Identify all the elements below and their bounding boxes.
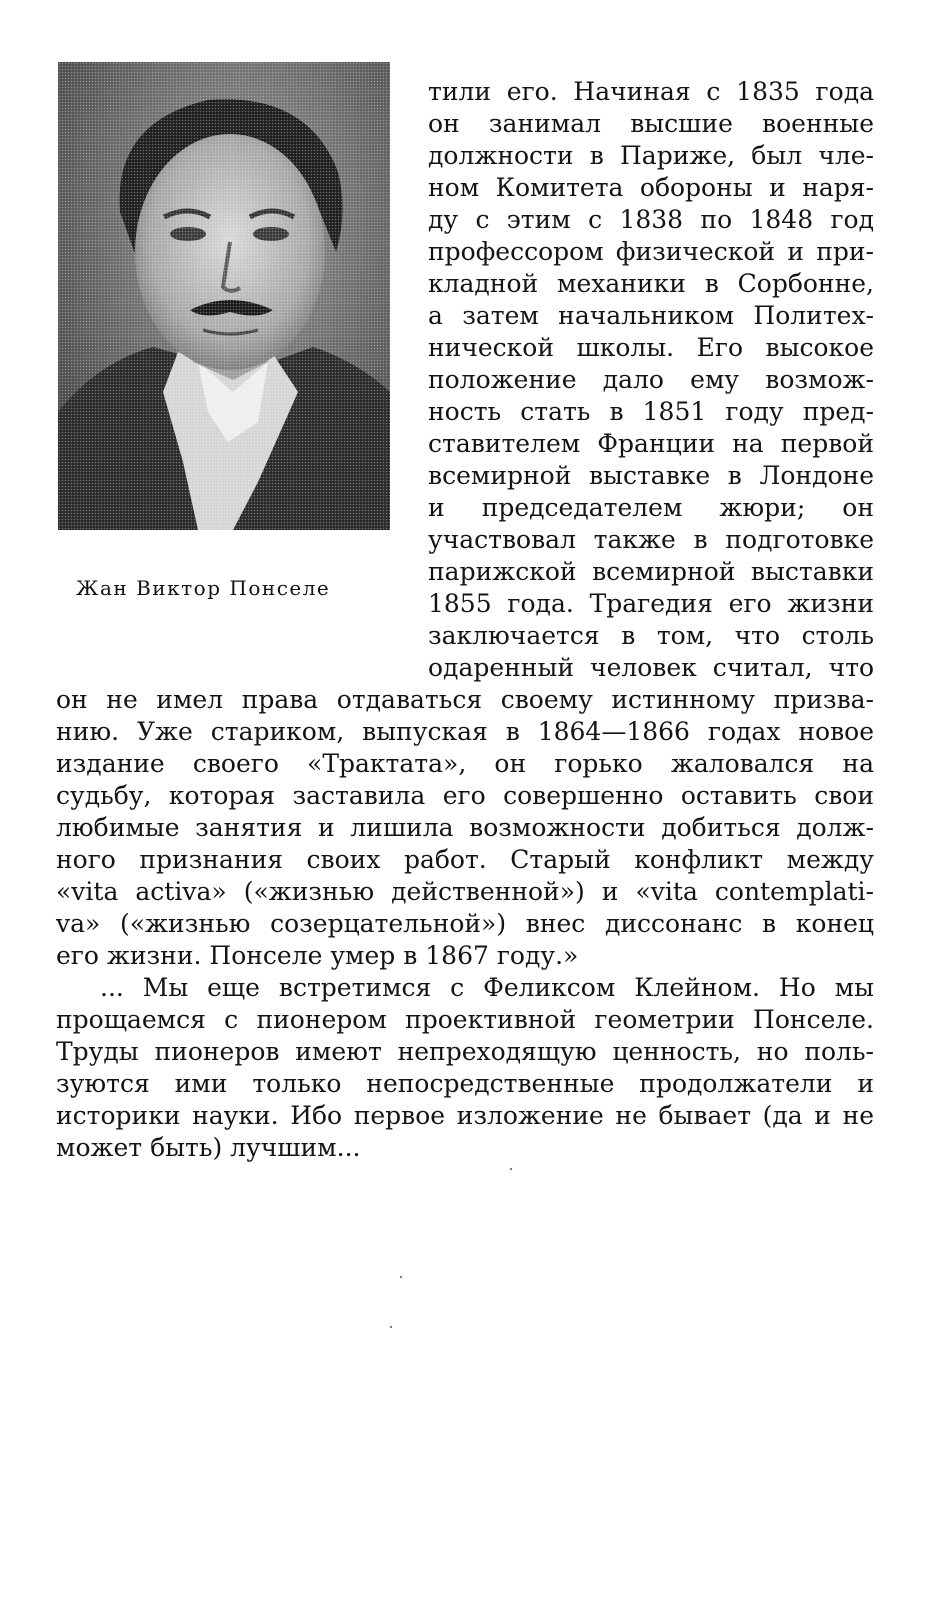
print-speck [510,1168,512,1170]
print-speck [400,1276,402,1278]
text-line: тили его. Начиная с 1835 года [428,77,874,106]
text-line: историки науки. Ибо первое изложение не бывает (да и не [56,1101,874,1130]
text-line: участвовал также в подготовке [428,525,874,554]
text-line: ду с этим с 1838 по 1848 год [428,205,874,234]
text-line: он занимал высшие военные [428,109,874,138]
text-line: может быть) лучшим... [56,1133,361,1162]
text-line: ного признания своих работ. Старый конфликт между [56,845,874,874]
text-line: прощаемся с пионером проективной геометрии Понселе. [56,1005,874,1034]
figure-caption: Жан Виктор Понселе [76,576,331,600]
text-line: профессором физической и при- [428,237,874,266]
text-line: нической школы. Его высокое [428,333,874,362]
text-line: парижской всемирной выставки [428,557,874,586]
text-line: судьбу, которая заставила его совершенно оставить свои [56,781,874,810]
text-line: его жизни. Понселе умер в 1867 году.» [56,941,579,970]
text-line: заключается в том, что столь [428,621,874,650]
text-line: нию. Уже стариком, выпуская в 1864—1866 годах новое [56,717,874,746]
portrait-drawing [58,62,390,530]
text-line: 1855 года. Трагедия его жизни [428,589,874,618]
text-line: ставителем Франции на первой [428,429,874,458]
text-line: а затем начальником Политех- [428,301,874,330]
text-line: кладной механики в Сорбонне, [428,269,874,298]
text-line: va» («жизнью созерцательной») внес диссонанс в конец [56,909,874,938]
text-line: одаренный человек считал, что [428,653,874,682]
text-line: всемирной выставке в Лондоне [428,461,874,490]
text-line: должности в Париже, был чле- [428,141,874,170]
paragraph-first-line: ... Мы еще встретимся с Феликсом Клейном. Но мы [100,973,874,1002]
portrait-image [58,62,390,530]
text-line: он не имел права отдаваться своему истинному призва- [56,685,874,714]
text-line: любимые занятия и лишила возможности добиться долж- [56,813,874,842]
text-line: и председателем жюри; он [428,493,874,522]
text-line: ном Комитета обороны и наря- [428,173,874,202]
print-speck [390,1326,392,1328]
text-line: издание своего «Трактата», он горько жаловался на [56,749,874,778]
text-line: «vita activa» («жизнью действенной») и «vita contemplati- [56,877,874,906]
text-line: положение дало ему возмож- [428,365,874,394]
text-line: Труды пионеров имеют непреходящую ценность, но поль- [56,1037,874,1066]
text-line: зуются ими только непосредственные продолжатели и [56,1069,874,1098]
text-line: ность стать в 1851 году пред- [428,397,874,426]
